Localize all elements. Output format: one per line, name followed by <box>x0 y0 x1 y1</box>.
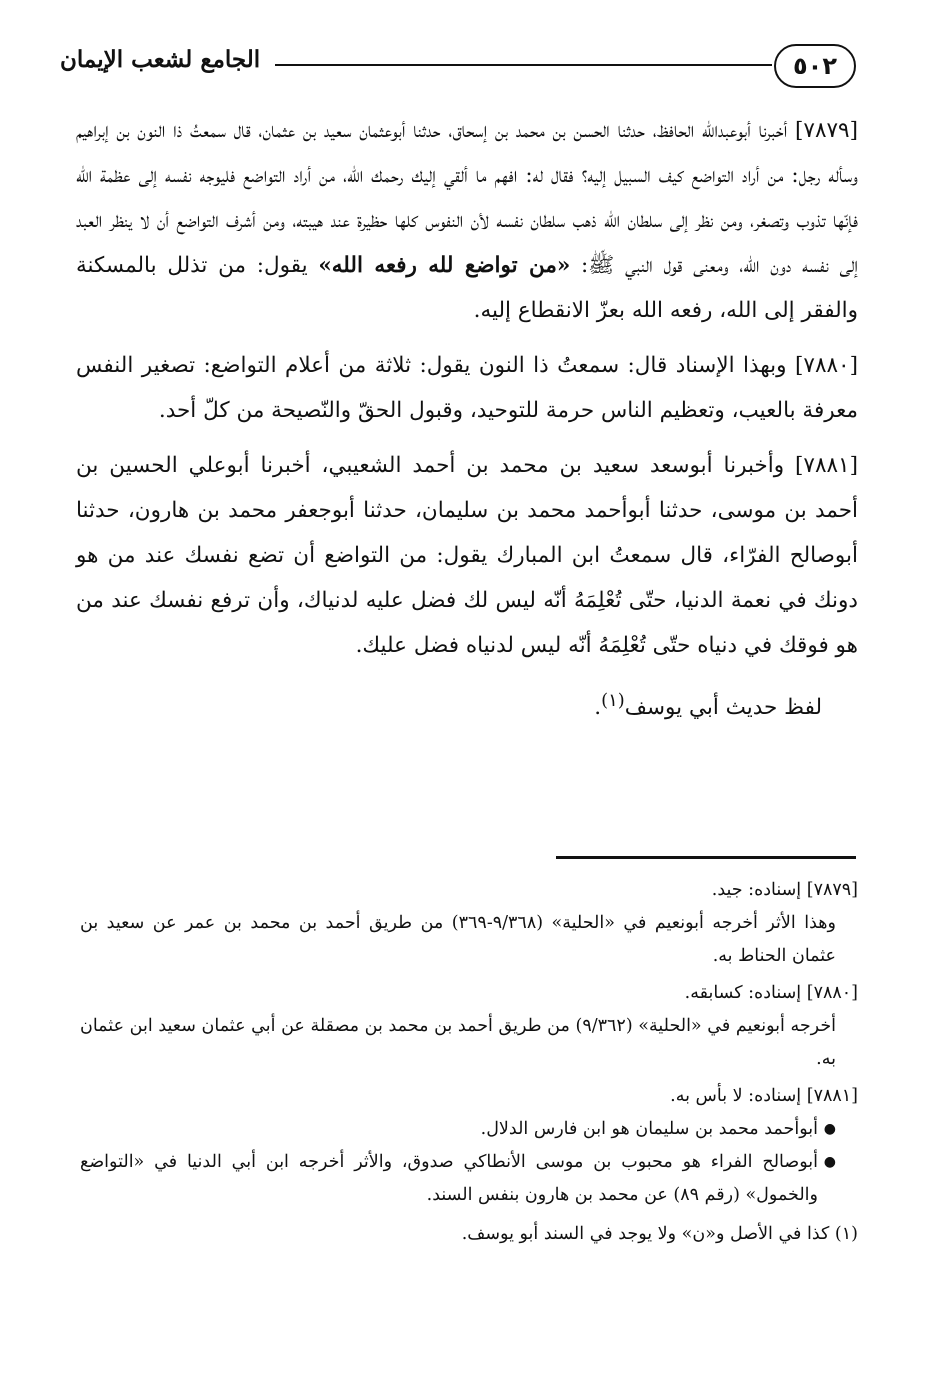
paragraph-text: وبهذا الإسناد قال: سمعتُ ذا النون يقول: ثلاثة من أعلام التواضع: تصغير النفس معرفة بالعيب، وتعظيم الناس حرمة للتوحيد، وقبول الحقّ والنّصيحة من كلّ أحد. <box>76 353 858 423</box>
footnote-bullets-7881 <box>80 1113 858 1212</box>
bullet-icon: ● <box>823 1121 836 1137</box>
page-number: ٥٠٢ <box>774 44 856 88</box>
paragraph-text-end: يقول: من تذلل بالمسكنة والفقر إلى الله، رفعه الله بعزّ الانقطاع إليه. <box>76 253 858 323</box>
paragraph-text: أخبرنا أبوعبدالله الحافظ، حدثنا الحسن بن محمد بن إسحاق، حدثنا أبوعثمان سعيد بن عثمان، قال سمعتُ ذا النون بن إبراهيم وسأله رجل: من أراد التواضع كيف السبيل إليه؟ فقال له: افهم ما ألقي إليك رحمك الله، من أراد التواضع فليوجه نفسه إلى عظمة الله فإنّها تذوب وتصغر، ومن نظر إلى سلطان الله ذهب سلطان نفسه لأن النفوس كلها حظيرة عند هيبته، ومن أشرف التواضع أن لا ينظر العبد إلى نفسه دون الله، ومعنى قول النبي ﷺ: <box>76 118 858 278</box>
footnotes <box>80 872 858 1251</box>
hadith-quote: «من تواضع لله رفعه الله» <box>318 253 571 278</box>
hadith-number: [٧٨٨٠] <box>795 353 858 378</box>
closing-text: لفظ حديث أبي يوسف <box>624 695 822 721</box>
paragraph-text: وأخبرنا أبوسعد سعيد بن محمد بن أحمد الشعيبي، أخبرنا أبوعلي الحسين بن أحمد بن موسى، حدثنا أبوأحمد محمد بن سليمان، حدثنا أبوجعفر محمد بن هارون، حدثنا أبوصالح الفرّاء، قال سمعتُ ابن المبارك يقول: من التواضع أن تضع نفسك عند من هو دونك في نعمة الدنيا، حتّى تُعْلِمَهُ أنّه ليس لك فضل عليه لدنياك، وأن ترفع نفسك عند من هو فوقك في دنياه حتّى تُعْلِمَهُ أنّه ليس لدنياه فضل عليك. <box>76 453 858 658</box>
hadith-number: [٧٨٨١] <box>795 453 858 478</box>
footnote-body-7879: وهذا الأثر أخرجه أبونعيم في «الحلية» (٩/٣٦٨-٣٦٩) من طريق أحمد بن محمد بن عمر عن سعيد بن عثمان الحناط به. <box>80 913 836 966</box>
bullet-text: أبوصالح الفراء هو محبوب بن موسى الأنطاكي صدوق، والأثر أخرجه ابن أبي الدنيا في «التواضع والخمول» (رقم ٨٩) عن محمد بن هارون بنفس السند. <box>80 1152 818 1205</box>
paragraph-7879 <box>76 108 858 333</box>
footnote-head-7879: [٧٨٧٩] إسناده: جيد. <box>711 880 858 900</box>
main-text <box>76 108 858 730</box>
paragraph-7880 <box>76 343 858 433</box>
footnote-head-7881: [٧٨٨١] إسناده: لا بأس به. <box>670 1086 858 1106</box>
footnote-divider <box>556 856 856 859</box>
footnote-note-1: (١) كذا في الأصل و«ن» ولا يوجد في السند أبو يوسف. <box>461 1224 858 1244</box>
hadith-number: [٧٨٧٩] <box>795 118 858 143</box>
closing-end: . <box>594 695 602 721</box>
paragraph-7881 <box>76 443 858 668</box>
footnote-body-7880: أخرجه أبونعيم في «الحلية» (٩/٣٦٢) من طريق أحمد بن محمد بن مصقلة عن أبي عثمان سعيد ابن عثمان به. <box>80 1016 836 1069</box>
bullet-icon: ● <box>823 1154 836 1170</box>
header-rule <box>275 64 772 66</box>
page-header <box>60 38 856 98</box>
list-item <box>80 1113 836 1146</box>
closing-line <box>76 678 858 730</box>
running-title: الجامع لشعب الإيمان <box>60 46 261 73</box>
footnote-head-7880: [٧٨٨٠] إسناده: كسابقه. <box>684 983 858 1003</box>
footnote-ref: (١) <box>601 690 625 711</box>
list-item <box>80 1146 836 1212</box>
bullet-text: أبوأحمد محمد بن سليمان هو ابن فارس الدلال. <box>480 1119 818 1139</box>
